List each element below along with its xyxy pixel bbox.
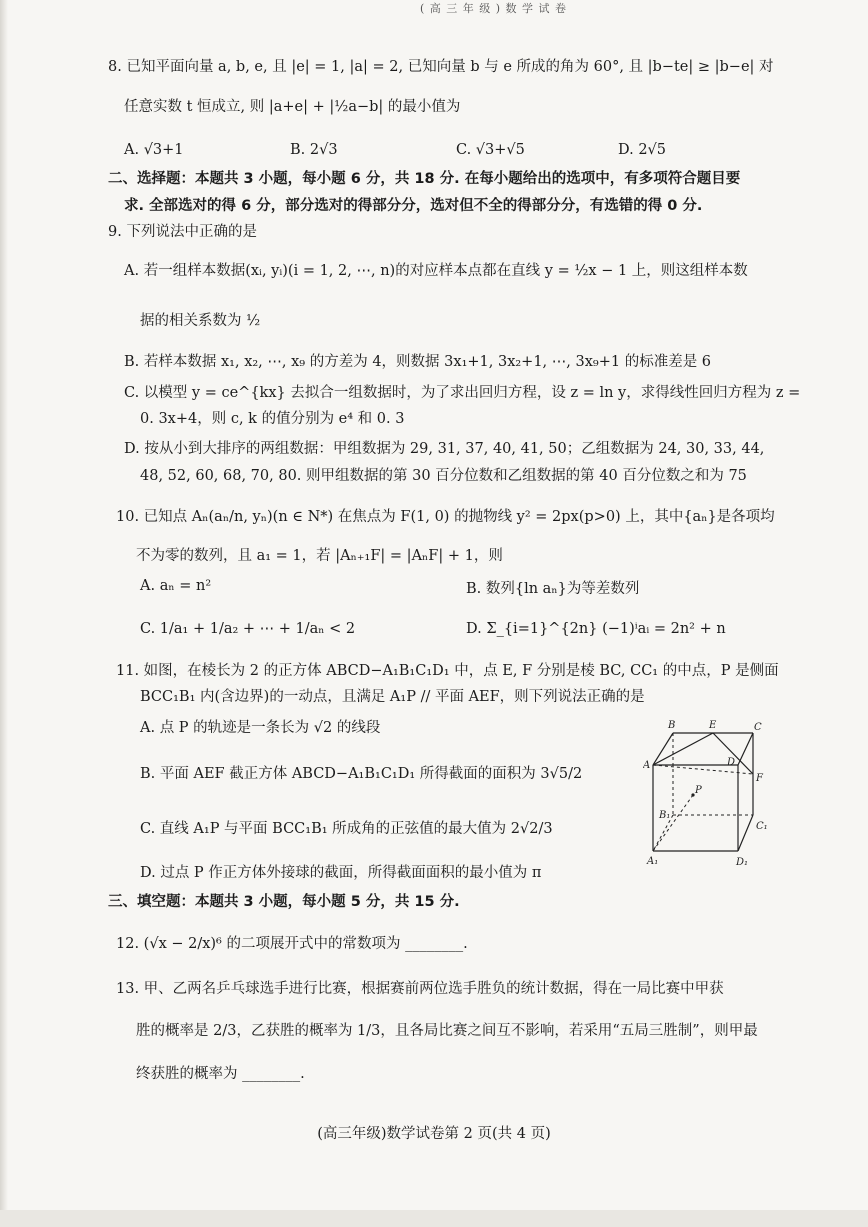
q13-line3: 终获胜的概率为 ________. [136, 1066, 305, 1082]
label-f: F [756, 773, 763, 784]
header-fragment: ( 高 三 年 级 ) 数 学 试 卷 [420, 2, 568, 14]
q8-option-a: A. √3+1 [124, 142, 184, 158]
label-e: E [709, 720, 717, 731]
q8-line1: 8. 已知平面向量 a, b, e, 且 |e| = 1, |a| = 2, 已知向量 b 与 e 所成的角为 60°, 且 |b−te| ≥ |b−e| 对 [108, 59, 774, 75]
q12-text: 12. (√x − 2/x)⁶ 的二项展开式中的常数项为 ________. [116, 936, 468, 952]
label-c: C [754, 722, 762, 733]
section2-line2: 求. 全部选对的得 6 分，部分选对的得部分分，选对但不全的得部分分，有选错的得 0 分. [124, 198, 703, 214]
section3-heading: 三、填空题：本题共 3 小题，每小题 5 分，共 15 分. [108, 894, 460, 910]
label-a1: A₁ [647, 856, 659, 867]
q8-option-d: D. 2√5 [618, 142, 667, 158]
q11-option-a: A. 点 P 的轨迹是一条长为 √2 的线段 [140, 720, 381, 736]
q9-option-b: B. 若样本数据 x₁, x₂, ⋯, x₉ 的方差为 4，则数据 3x₁+1, 3x₂+1, ⋯, 3x₉+1 的标准差是 6 [124, 354, 712, 370]
q11-line2: BCC₁B₁ 内(含边界)的一动点，且满足 A₁P // 平面 AEF，则下列说法正确的是 [140, 689, 645, 705]
q10-option-b: B. 数列{ln aₙ}为等差数列 [466, 581, 640, 597]
q11-option-d: D. 过点 P 作正方体外接球的截面，所得截面面积的最小值为 π [140, 865, 542, 881]
cube-figure [643, 717, 783, 867]
q9-option-a-line1: A. 若一组样本数据(xᵢ, yᵢ)(i = 1, 2, ⋯, n)的对应样本点都在直线 y = ½x − 1 上，则这组样本数 [124, 263, 748, 279]
label-d: D [727, 757, 736, 768]
q8-line2: 任意实数 t 恒成立, 则 |a+e| + |½a−b| 的最小值为 [124, 99, 461, 115]
q11-option-c: C. 直线 A₁P 与平面 BCC₁B₁ 所成角的正弦值的最大值为 2√2/3 [140, 821, 553, 837]
q9-stem: 9. 下列说法中正确的是 [108, 224, 257, 240]
label-c1: C₁ [756, 821, 768, 832]
q9-option-c-line1: C. 以模型 y = ce^{kx} 去拟合一组数据时，为了求出回归方程，设 z = ln y，求得线性回归方程为 z = [124, 385, 801, 401]
scan-edge-shadow [0, 0, 8, 1227]
q9-option-c-line2: 0. 3x+4，则 c, k 的值分别为 e⁴ 和 0. 3 [140, 411, 405, 427]
q10-line1: 10. 已知点 Aₙ(aₙ/n, yₙ)(n ∈ N*) 在焦点为 F(1, 0) 的抛物线 y² = 2px(p>0) 上，其中{aₙ}是各项均 [116, 509, 775, 525]
q10-option-d: D. Σ_{i=1}^{2n} (−1)ⁱaᵢ = 2n² + n [466, 621, 726, 637]
q11-option-b: B. 平面 AEF 截正方体 ABCD−A₁B₁C₁D₁ 所得截面的面积为 3√5/2 [140, 766, 583, 782]
page-footer: (高三年级)数学试卷第 2 页(共 4 页) [317, 1126, 551, 1142]
label-p: P [695, 785, 702, 796]
label-a: A [643, 760, 651, 771]
q10-option-c: C. 1/a₁ + 1/a₂ + ⋯ + 1/aₙ < 2 [140, 621, 356, 637]
label-b1: B₁ [659, 810, 671, 821]
scan-bottom-edge [0, 1210, 868, 1227]
q9-option-d-line2: 48, 52, 60, 68, 70, 80. 则甲组数据的第 30 百分位数和乙组数据的第 40 百分位数之和为 75 [140, 468, 747, 484]
q8-option-b: B. 2√3 [290, 142, 338, 158]
q13-line1: 13. 甲、乙两名乒乓球选手进行比赛，根据赛前两位选手胜负的统计数据，得在一局比赛中甲获 [116, 981, 724, 997]
label-d1: D₁ [736, 857, 749, 867]
q10-line2: 不为零的数列，且 a₁ = 1，若 |Aₙ₊₁F| = |AₙF| + 1，则 [136, 548, 503, 564]
label-b: B [668, 720, 676, 731]
q11-line1: 11. 如图，在棱长为 2 的正方体 ABCD−A₁B₁C₁D₁ 中，点 E, F 分别是棱 BC, CC₁ 的中点，P 是侧面 [116, 663, 779, 679]
q8-option-c: C. √3+√5 [456, 142, 525, 158]
q13-line2: 胜的概率是 2/3，乙获胜的概率为 1/3，且各局比赛之间互不影响，若采用“五局三胜制”，则甲最 [136, 1023, 758, 1039]
q9-option-a-line2: 据的相关系数为 ½ [140, 313, 261, 329]
section2-line1: 二、选择题：本题共 3 小题，每小题 6 分，共 18 分. 在每小题给出的选项中，有多项符合题目要 [108, 171, 741, 187]
q9-option-d-line1: D. 按从小到大排序的两组数据：甲组数据为 29, 31, 37, 40, 41, 50；乙组数据为 24, 30, 33, 44, [124, 441, 765, 457]
q10-option-a: A. aₙ = n² [140, 578, 212, 594]
